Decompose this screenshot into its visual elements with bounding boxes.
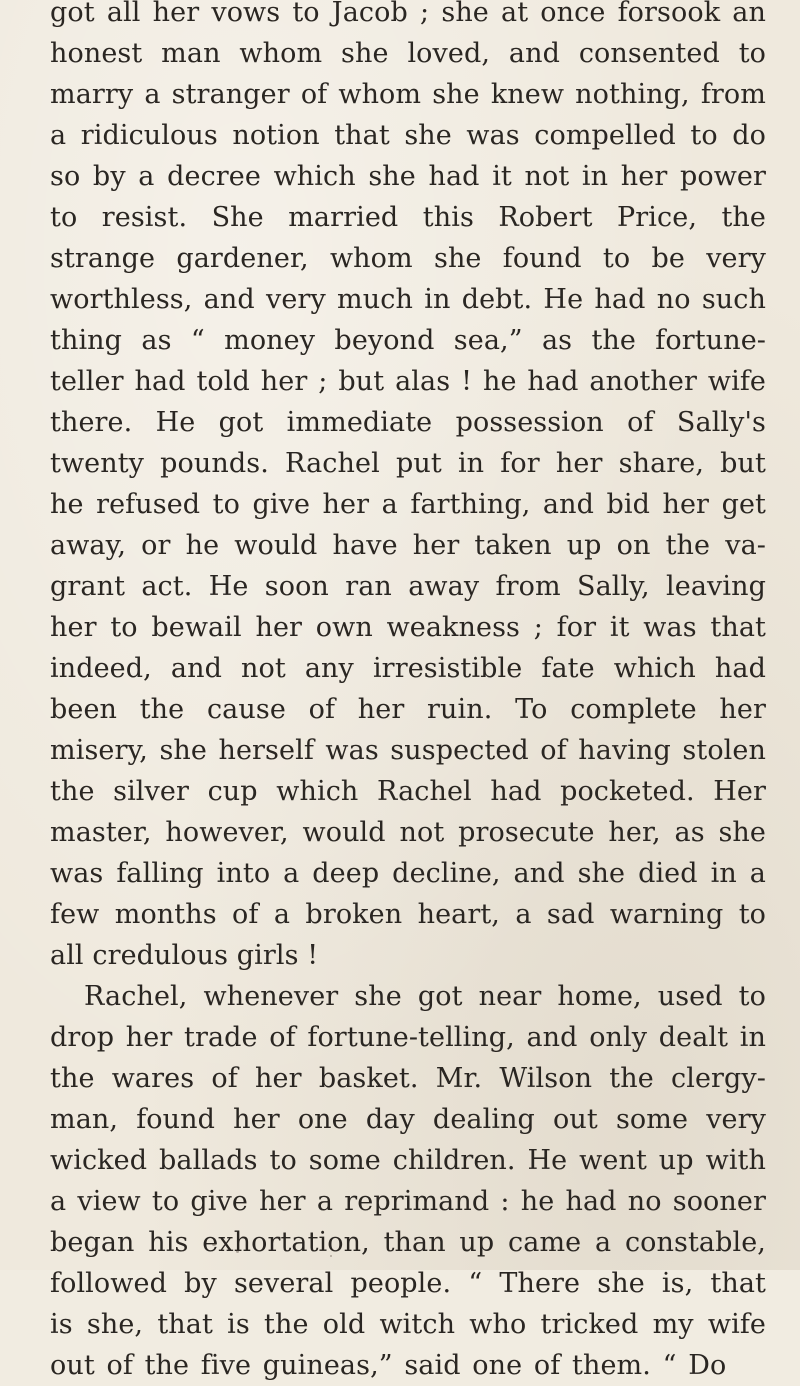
- paragraph-end-line: all credulous girls !: [50, 940, 319, 971]
- paper-speck: [552, 1246, 555, 1248]
- text-line: honest man whom she loved, and consented to: [50, 38, 766, 69]
- text-line: man, found her one day dealing out some very: [50, 1104, 766, 1135]
- text-line: twenty pounds. Rachel put in for her share, but: [50, 448, 766, 479]
- text-line: master, however, would not prosecute her, as she: [50, 817, 766, 848]
- text-line: misery, she herself was suspected of having stolen: [50, 735, 766, 766]
- text-line: to resist. She married this Robert Price, the: [50, 202, 766, 233]
- paper-speck: [236, 1250, 239, 1253]
- paper-speck: [92, 1248, 94, 1250]
- text-line: thing as “ money beyond sea,” as the fortune-: [50, 325, 766, 356]
- text-line: grant act. He soon ran away from Sally, leaving: [50, 571, 766, 602]
- text-line: the wares of her basket. Mr. Wilson the clergy-: [50, 1063, 766, 1094]
- text-line: followed by several people. “ There she is, that: [50, 1268, 766, 1299]
- text-line: is she, that is the old witch who tricked my wife: [50, 1309, 766, 1340]
- text-line: away, or he would have her taken up on the va-: [50, 530, 766, 561]
- text-line: was falling into a deep decline, and she died in a: [50, 858, 766, 889]
- text-line: out of the five guineas,” said one of them. “ Do: [50, 1350, 727, 1381]
- text-line: began his exhortation, than up came a constable,: [50, 1227, 766, 1258]
- text-line: so by a decree which she had it not in her power: [50, 161, 766, 192]
- text-line: teller had told her ; but alas ! he had another wife: [50, 366, 766, 397]
- text-line: wicked ballads to some children. He went up with: [50, 1145, 766, 1176]
- text-line: marry a stranger of whom she knew nothing, from: [50, 79, 766, 110]
- text-line: drop her trade of fortune-telling, and only dealt in: [50, 1022, 766, 1053]
- paper-speck: [212, 1243, 216, 1246]
- text-line: a ridiculous notion that she was compelled to do: [50, 120, 766, 151]
- text-line: got all her vows to Jacob ; she at once forsook an: [50, 0, 766, 28]
- paragraph-start-line: Rachel, whenever she got near home, used to: [84, 981, 766, 1012]
- text-line: been the cause of her ruin. To complete her: [50, 694, 766, 725]
- text-line: her to bewail her own weakness ; for it was that: [50, 612, 766, 643]
- text-line: he refused to give her a farthing, and bid her get: [50, 489, 766, 520]
- text-line: strange gardener, whom she found to be very: [50, 243, 766, 274]
- text-line: indeed, and not any irresistible fate which had: [50, 653, 766, 684]
- text-line: there. He got immediate possession of Sally's: [50, 407, 766, 438]
- text-line: worthless, and very much in debt. He had no such: [50, 284, 766, 315]
- text-line: a view to give her a reprimand : he had no sooner: [50, 1186, 766, 1217]
- text-line: few months of a broken heart, a sad warning to: [50, 899, 766, 930]
- page-text: [50, 0, 766, 1386]
- text-line: the silver cup which Rachel had pocketed. Her: [50, 776, 766, 807]
- paper-speck: [330, 1255, 332, 1257]
